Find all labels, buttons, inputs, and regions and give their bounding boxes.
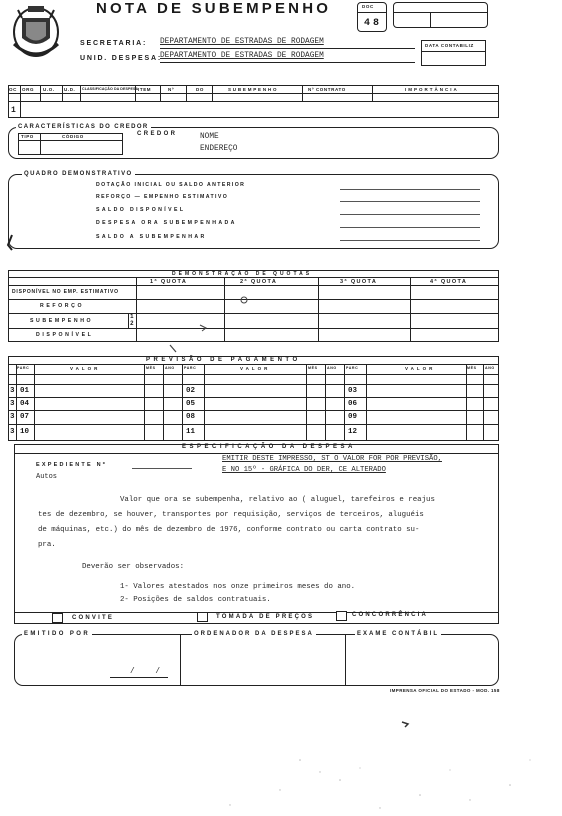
prev-col3-r2: 06 <box>348 400 358 408</box>
col-importancia: IMPORTÂNCIA <box>405 87 459 92</box>
ordenador-label: ORDENADOR DA DESPESA <box>194 631 314 637</box>
quadro-line-reforco: REFORÇO — EMPENHO ESTIMATIVO <box>96 194 229 200</box>
prev-col2-r1: 02 <box>186 387 196 395</box>
especificacao-body-2: tes de dezembro, se houver, transportes por requisição, serviços de terceiros, aluguéis <box>38 511 424 519</box>
col-subempenho: SUBEMPENHO <box>228 87 279 92</box>
codes-row-value: 1 <box>11 106 16 115</box>
quota-row-num-2: 2 <box>130 320 134 327</box>
tomada-precos-label: TOMADA DE PREÇOS <box>216 614 315 620</box>
autos-label: Autos <box>36 473 58 481</box>
quota-3-header: 3ª QUOTA <box>340 279 378 285</box>
especificacao-title: ESPECIFICAÇÃO DA DESPESA <box>182 444 356 450</box>
quota-row-subempenho: SUBEMPENHO <box>30 318 94 324</box>
prev-row1-parc: 01 <box>20 387 30 395</box>
col-ud: U.D. <box>64 87 76 92</box>
col-oc: OC <box>9 87 17 92</box>
prev-row4-prefix: 3 <box>10 428 15 436</box>
prev-h-parc-1: PARC <box>17 366 30 370</box>
expediente-label: EXPEDIENTE Nº <box>36 462 107 468</box>
especificacao-item-2: 2- Posições de saldos contratuais. <box>120 596 271 604</box>
col-classificacao: CLASSIFICAÇÃO DA DESPESA <box>82 87 139 91</box>
col-item: ITEM <box>138 87 152 92</box>
especificacao-item-1: 1- Valores atestados nos onze primeiros meses do ano. <box>120 583 356 591</box>
quadro-line-saldo-sub: SALDO A SUBEMPENHAR <box>96 234 207 240</box>
prev-h-valor-3: VALOR <box>405 366 436 371</box>
quadro-line-dotacao: DOTAÇÃO INICIAL OU SALDO ANTERIOR <box>96 182 246 188</box>
emitido-por-label: EMITIDO POR <box>24 631 91 637</box>
tipo-label: TIPO <box>21 134 34 139</box>
imprensa-oficial-label: IMPRENSA OFICIAL DO ESTADO - MOD. 158 <box>390 688 500 693</box>
prev-h-valor-2: VALOR <box>240 366 271 371</box>
typed-instruction-1: EMITIR DESTE IMPRESSO, ST O VALOR FOR POR PREVISÃO, <box>222 455 442 463</box>
prev-col3-r1: 03 <box>348 387 358 395</box>
prev-row3-parc: 07 <box>20 413 30 421</box>
credor-endereco: ENDEREÇO <box>200 145 238 153</box>
prev-h-ano-2: ANO <box>327 366 337 370</box>
quota-row-reforco: REFORÇO <box>40 303 85 309</box>
prev-row4-parc: 10 <box>20 428 30 436</box>
col-do: DO <box>196 87 204 92</box>
quadro-line-despesa: DESPESA ORA SUBEMPENHADA <box>96 220 237 226</box>
quadro-title: QUADRO DEMONSTRATIVO <box>24 171 133 177</box>
especificacao-body-3: de máquinas, etc.) do mês de dezembro de 1976, conforme contrato ou carta contrato su- <box>38 526 420 534</box>
typed-instruction-2: E NO 15º - GRÁFICA DO DER, CE ALTERADO <box>222 466 386 474</box>
previsao-title: PREVISÃO DE PAGAMENTO <box>146 357 301 363</box>
credor-section-label: CARACTERÍSTICAS DO CREDOR <box>18 124 149 130</box>
prev-col2-r4: 11 <box>186 428 196 436</box>
prev-h-parc-2: PARC <box>184 366 197 370</box>
especificacao-body-1: Valor que ora se subempenha, relativo ao ( aluguel, tarefeiros e reajus <box>120 496 435 504</box>
col-org: ORG <box>22 87 35 92</box>
prev-col3-r4: 12 <box>348 428 358 436</box>
col-uo: U.O. <box>43 87 55 92</box>
concorrencia-label: CONCORRÊNCIA <box>352 612 429 618</box>
prev-h-mes-1: MÊS <box>146 366 156 370</box>
prev-h-valor-1: VALOR <box>70 366 101 371</box>
secretaria-label: SECRETARIA: <box>80 40 148 47</box>
quota-row-disponivel: DISPONÍVEL <box>36 332 94 338</box>
exame-contabil-label: EXAME CONTÁBIL <box>357 631 439 637</box>
prev-col2-r2: 05 <box>186 400 196 408</box>
credor-label: CREDOR <box>137 131 178 137</box>
col-contrato: Nº CONTRATO <box>308 87 346 92</box>
doc-number: 48 <box>364 18 383 29</box>
codigo-label: CÓDIGO <box>62 134 84 139</box>
quota-1-header: 1ª QUOTA <box>150 279 188 285</box>
prev-col3-r3: 09 <box>348 413 358 421</box>
doc-label: DOC <box>362 4 374 9</box>
quota-row-disponivel-emp: DISPONÍVEL NO EMP. ESTIMATIVO <box>12 289 119 295</box>
quadro-line-saldo: SALDO DISPONÍVEL <box>96 207 186 213</box>
especificacao-body-4: pra. <box>38 541 56 549</box>
unid-despesa-value: DEPARTAMENTO DE ESTRADAS DE RODAGEM <box>160 52 324 60</box>
prev-h-mes-3: MÊS <box>467 366 477 370</box>
prev-row2-prefix: 3 <box>10 400 15 408</box>
prev-h-ano-1: ANO <box>165 366 175 370</box>
unid-despesa-label: UNID. DESPESA: <box>80 55 162 62</box>
prev-h-parc-3: PARC <box>346 366 359 370</box>
form-title: NOTA DE SUBEMPENHO <box>96 0 332 17</box>
prev-row1-prefix: 3 <box>10 387 15 395</box>
prev-row3-prefix: 3 <box>10 413 15 421</box>
col-no: Nº <box>168 87 175 92</box>
prev-row2-parc: 04 <box>20 400 30 408</box>
credor-nome: NOME <box>200 133 219 141</box>
especificacao-deverao: Deverão ser observados: <box>82 563 185 571</box>
prev-h-mes-2: MÊS <box>308 366 318 370</box>
quota-4-header: 4ª QUOTA <box>430 279 468 285</box>
secretaria-value: DEPARTAMENTO DE ESTRADAS DE RODAGEM <box>160 38 324 46</box>
prev-h-ano-3: ANO <box>485 366 495 370</box>
quotas-title: DEMONSTRAÇÃO DE QUOTAS <box>172 271 313 277</box>
emitido-date-field[interactable]: / / <box>130 668 169 676</box>
data-contabil-label: DATA CONTABILIZ <box>425 43 474 48</box>
quota-row-num-1: 1 <box>130 313 134 320</box>
prev-col2-r3: 08 <box>186 413 196 421</box>
quota-2-header: 2ª QUOTA <box>240 279 278 285</box>
convite-label: CONVITE <box>72 615 115 621</box>
